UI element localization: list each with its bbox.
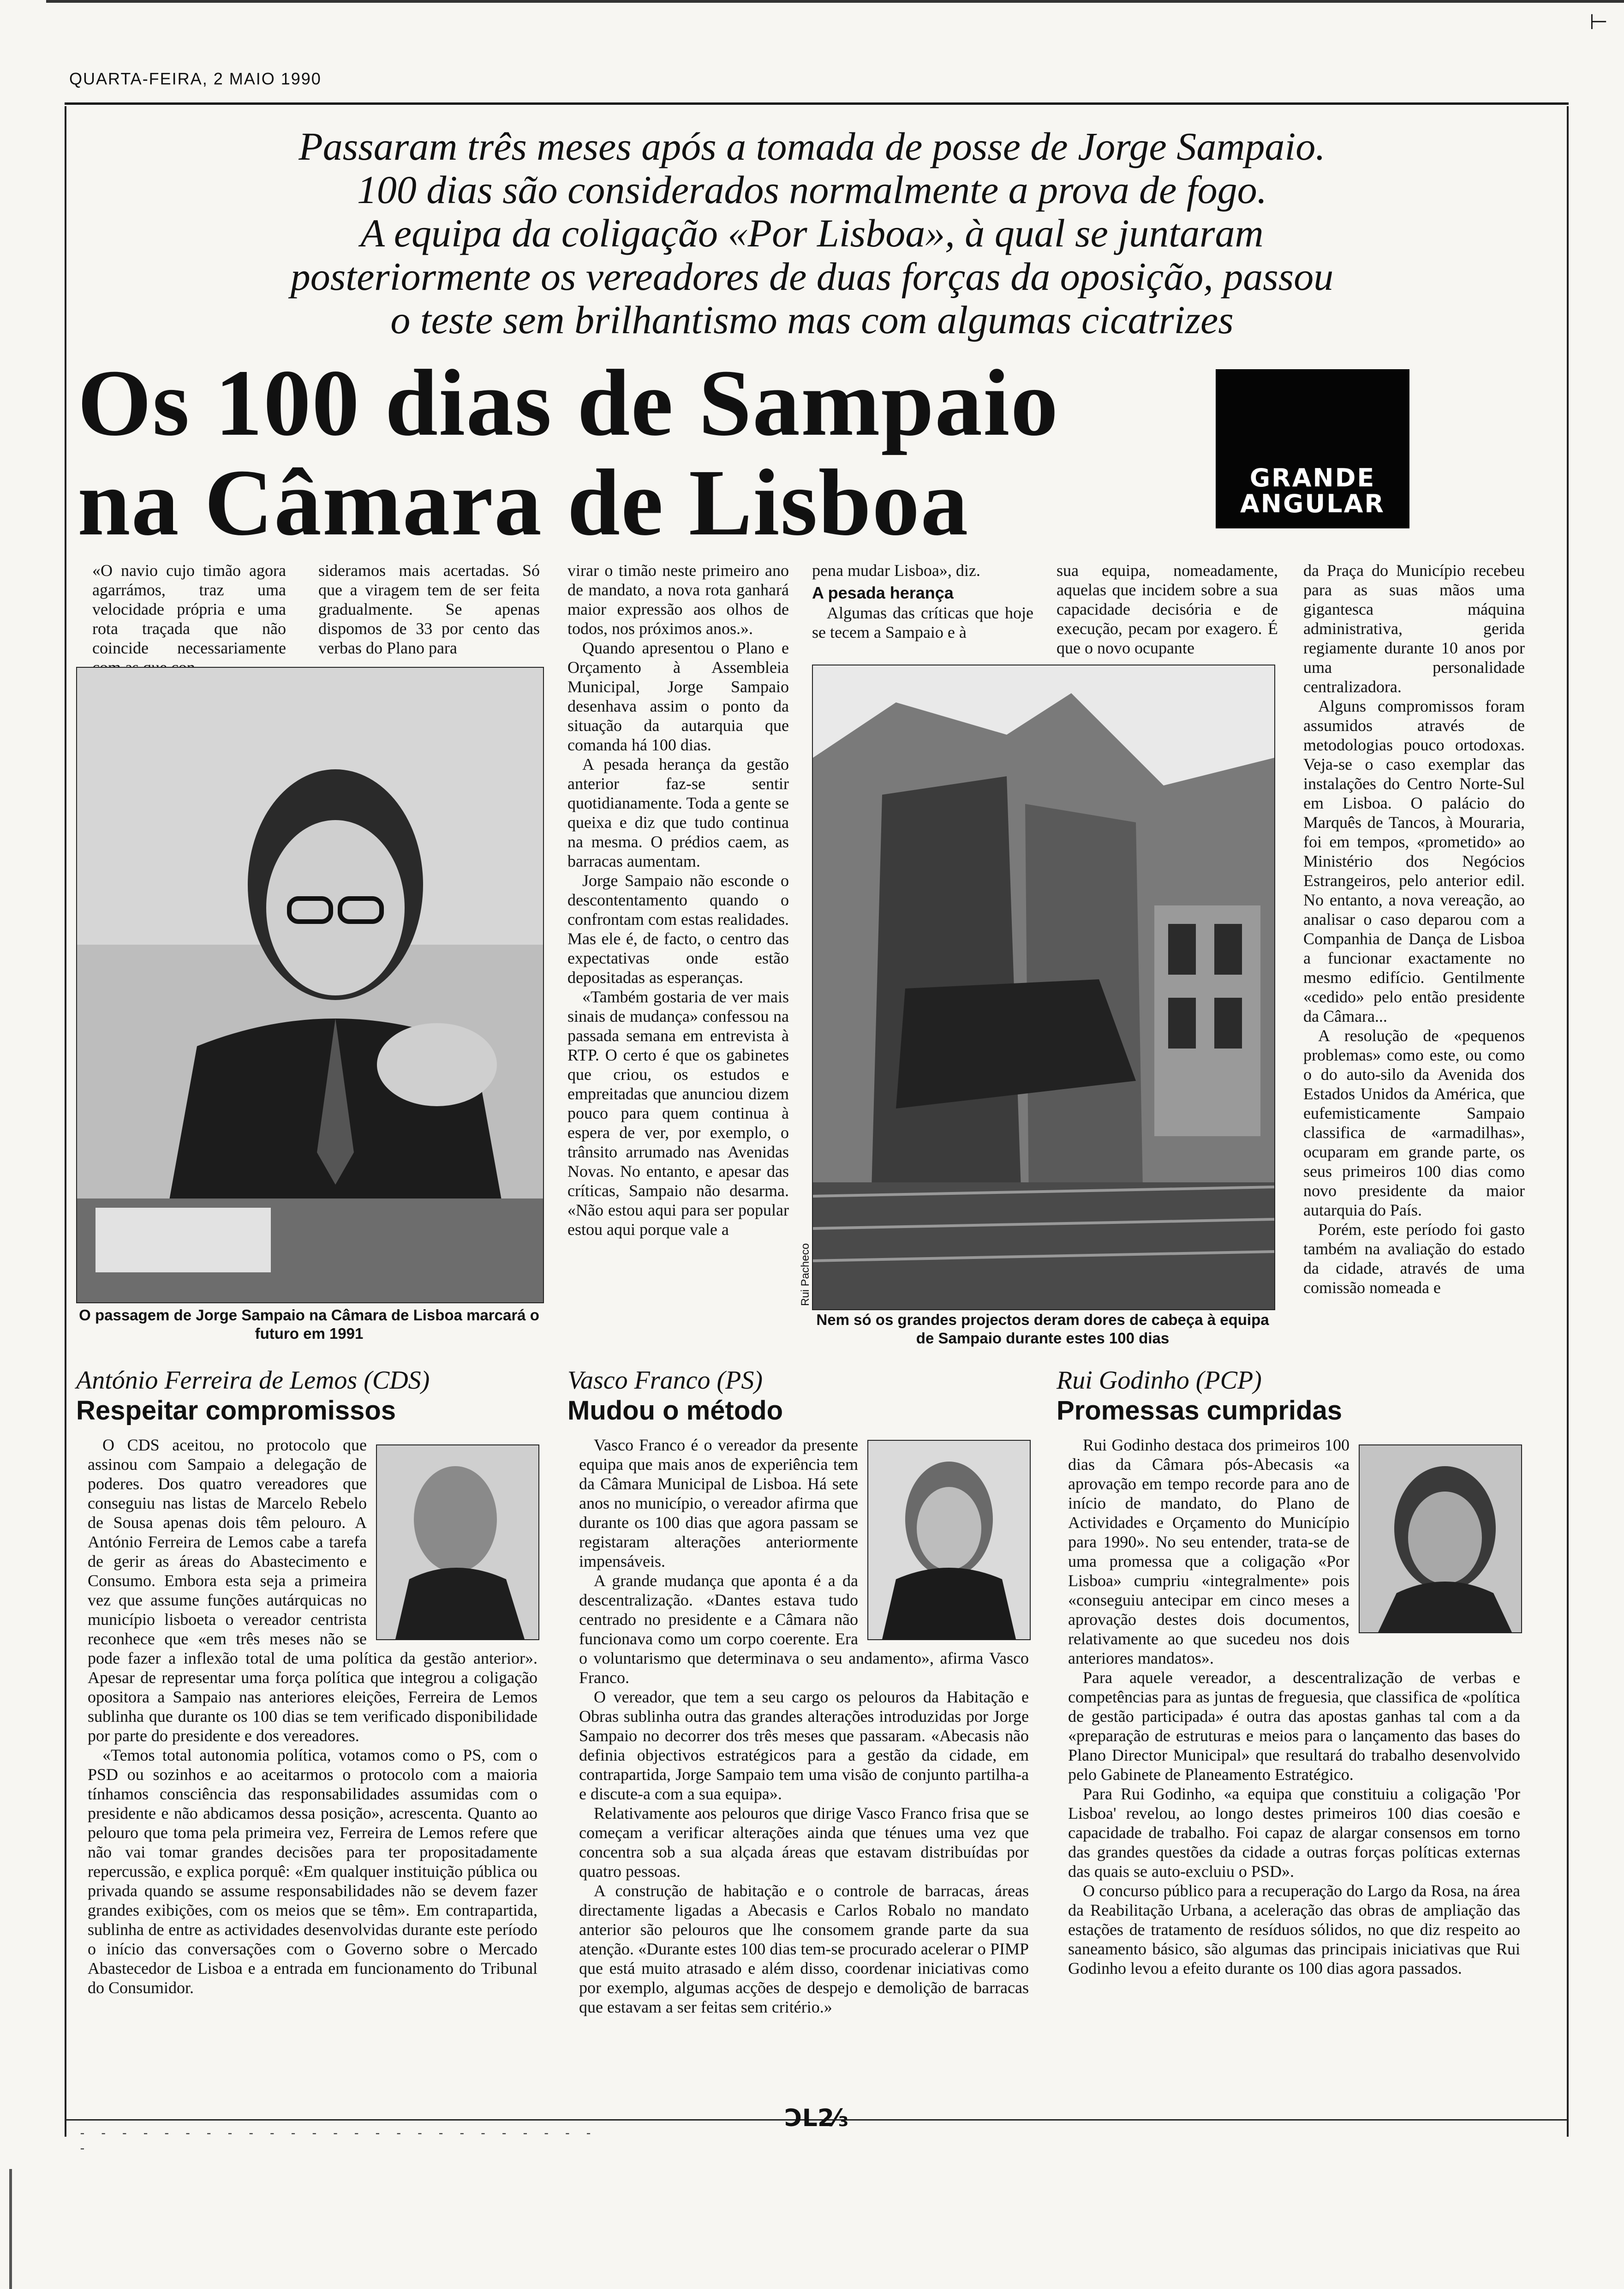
paragraph: Para Rui Godinho, «a equipa que constituiu a coligação 'Por Lisboa' revelou, ao longo destes primeiros 100 dias coesão e capacidade de trabalho. Foi capaz de alargar consensos em torno das grandes questões da cidade a outras forças políticas externas das quais se auto-excluiu o PSD».	[1068, 1785, 1520, 1881]
headline	[78, 350, 1194, 555]
photo2-caption: Nem só os grandes projectos deram dores de cabeça à equipa de Sampaio durante estes 100 dias	[816, 1311, 1269, 1347]
paragraph: Porém, este período foi gasto também na avaliação do estado da cidade, através de uma comissão nomeada e	[1303, 1220, 1525, 1297]
paragraph: Rui Godinho destaca dos primeiros 100 dias da Câmara pós-Abecasis «a aprovação em tempo recorde para ano de início de mandato, do Plano de Actividades e Orçamento do Município para 1990». No seu entender, trata-se de uma promessa que a coligação «Por Lisboa» cumpriu «integralmente» pois «conseguiu antecipar em cinco meses a aprovação destes dois documentos, relativamente ao que sucedeu nos dois anteriores mandatos».	[1068, 1436, 1349, 1667]
paragraph: virar o timão neste primeiro ano de mandato, a nova rota ganhará maior expressão aos olhos de todos, nos próximos anos.».	[567, 561, 789, 638]
deck-line: 100 dias são considerados normalmente a prova de fogo.	[357, 168, 1267, 212]
deck-line: Passaram três meses após a tomada de posse de Jorge Sampaio.	[299, 124, 1325, 168]
footer-dashes: - - - - - - - - - - - - - - - - - - - - - - - - - -	[78, 2125, 596, 2156]
sidebar2-name: Vasco Franco (PS)	[567, 1366, 763, 1395]
portrait-silhouette-icon	[77, 668, 543, 1302]
sidebar1-body	[88, 1435, 537, 2091]
section-badge	[1216, 369, 1409, 528]
deck	[152, 125, 1472, 342]
paragraph: O CDS aceitou, no protocolo que assinou com Sampaio a delegação de poderes. Dos quatro vereadores que conseguiu nas listas de Marcelo Rebelo de Sousa apenas dois têm pelouro. A António Ferreira de Lemos cabe a tarefa de gerir as áreas do Abastecimento e Consumo. Embora esta seja a primeira vez que assume funções autárquicas no município lisboeta o vereador centrista reconhece que «em três meses não se pode fazer a inflexão total de uma política da gestão anterior». Apesar de representar uma força política que integrou a coligação opositora a Sampaio nas anteriores eleições, Ferreira de Lemos sublinha que durante os 100 dias se tem verificado disponibilidade por parte do presidente e dos vereadores.	[88, 1436, 537, 1745]
photo-credit: Rui Pacheco	[799, 1243, 812, 1306]
ruined-building-photo	[812, 665, 1275, 1310]
paragraph: O vereador, que tem a seu cargo os pelouros da Habitação e Obras sublinha outra das grandes alterações introduzidas por Jorge Sampaio no decorrer dos três meses que passaram. «Abecasis não definia objectivos estratégicos para a gestão da cidade, em contrapartida, Jorge Sampaio tem uma visão de conjunto partilha-a e discute-a com a sua equipa».	[579, 1688, 1029, 1803]
lead-col-1	[92, 561, 286, 657]
paragraph: pena mudar Lisboa», diz.	[812, 561, 980, 580]
headline-line: Os 100 dias de Sampaio	[78, 350, 1059, 455]
building-ruin-icon	[813, 665, 1274, 1309]
paragraph: O concurso público para a recuperação do Largo da Rosa, na área da Reabilitação Urbana, a aceleração das obras de ampliação das estações de tratamento de resíduos sólidos, no que diz respeito ao saneamento básico, são algumas das principais iniciativas que Rui Godinho levou a efeito durante os 100 dias agora passados.	[1068, 1882, 1520, 1977]
deck-line: A equipa da coligação «Por Lisboa», à qual se juntaram	[360, 211, 1264, 255]
paragraph: «O navio cujo timão agora agarrámos, traz uma velocidade própria e uma rota traçada que não coincide necessariamente	[92, 561, 286, 657]
paragraph: sua equipa, nomeadamente, aquelas que incidem sobre a sua capacidade decisória e de execução, pecam por exagero. É que o novo ocupante	[1057, 561, 1278, 657]
paragraph: A resolução de «pequenos problemas» como este, ou como o do auto-silo da Avenida dos Estados Unidos da América, que eufemisticamente Sampaio classifica de «armadilhas», ocuparam em grande parte, os seus primeiros 100 dias como novo presidente da maior autarquia do País.	[1303, 1026, 1525, 1219]
paragraph: Jorge Sampaio não esconde o descontentamento quando o confrontam com estas realidades. Mas ele é, de facto, o centro das expectativas onde estão depositadas as esperanças.	[567, 871, 789, 987]
lead-col-6	[1303, 561, 1525, 1354]
badge-line: ANGULAR	[1240, 489, 1385, 518]
top-edge-rule	[46, 0, 1624, 3]
sidebar2-body	[579, 1435, 1029, 2091]
paragraph: Para aquele vereador, a descentralização de verbas e competências para as juntas de freguesia, que classifica de «política de gestão participada» é outra das apostas ganhas tal com a da «preparação de estruturas e meios para o lançamento das bases do Plano Director Municipal» que resultará do trabalho desenvolvido pelo Gabinete de Planeamento Estratégico.	[1068, 1668, 1520, 1784]
header-rule	[65, 102, 1569, 105]
sidebar1-name: António Ferreira de Lemos (CDS)	[76, 1366, 430, 1395]
float-spacer	[1349, 1435, 1520, 1638]
sidebar2-title: Mudou o método	[567, 1396, 783, 1426]
paragraph: «Temos total autonomia política, votamos como o PS, com o PSD ou sozinhos e ao aceitarmos o protocolo com a maioria tínhamos consciência das responsabilidades assumidas com o presidente e não abdicamos dessa posição», acrescenta. Quanto ao pelouro que toma pela primeira vez, Ferreira de Lemos refere que não vai tomar grandes decisões para ter propositadamente repercussão, e explica porquê: «Em qualquer instituição pública ou privada quando se assume responsabilidades não se devem fazer grandes exibições, com os meios que se têm». Em contrapartida, sublinha de entre as actividades desenvolvidas durante este período o início das conversações com o Governo sobre o Mercado Abastecedor de Lisboa e a entrada em funcionamento do Tribunal do Consumidor.	[88, 1746, 537, 1997]
lead-col-2	[318, 561, 540, 657]
paragraph: Alguns compromissos foram assumidos através de metodologias pouco ortodoxas. Veja-se o caso exemplar das instalações do Centro Norte-Sul em Lisboa. O palácio do Marquês de Tancos, à Mouraria, foi em tempos, «prometido» ao Ministério dos Negócios Estrangeiros, pelo anterior edil. No entanto, a nova vereação, ao analisar o caso deparou com a Companhia de Dança de Lisboa a funcionar exactamente no mesmo edifício. Gentilmente «cedido» pelo então presidente da Câmara...	[1303, 697, 1525, 1025]
lead-col-3	[567, 561, 789, 1354]
paragraph: «Também gostaria de ver mais sinais de mudança» confessou na passada semana em entrevista à RTP. O certo é que os gabinetes que criou, os estudos e empreitadas que anunciou dizem pouco para quem continua à espera de ver, por exemplo, o trânsito arrumado nas Avenidas Novas. No entanto, e apesar das críticas, Sampaio não desarma. «Não estou aqui para ser popular estou aqui porque vale a	[567, 988, 789, 1239]
headline-line: na Câmara de Lisboa	[78, 449, 969, 555]
paragraph: Quando apresentou o Plano e Orçamento à Assembleia Municipal, Jorge Sampaio desenhava assim o ponto da situação da autarquia que comanda há 100 dias.	[567, 639, 789, 754]
paragraph: da Praça do Município recebeu para as suas mãos uma gigantesca máquina administrativa, gerida regiamente durante 10 anos por uma personalidade centralizadora.	[1303, 561, 1525, 696]
paragraph: A grande mudança que aponta é a da descentralização. «Dantes estava tudo centrado no presidente e a Câmara não funcionava como um corpo coerente. Era o voluntarismo que determinava o seu andamento», afirma Vasco Franco.	[579, 1571, 1029, 1687]
sidebar3-name: Rui Godinho (PCP)	[1057, 1366, 1262, 1395]
badge-text	[1216, 465, 1409, 517]
dateline: QUARTA-FEIRA, 2 MAIO 1990	[69, 69, 322, 88]
lead-col-5	[1057, 561, 1278, 657]
corner-mark: ⊢	[1589, 9, 1608, 34]
paragraph: Relativamente aos pelouros que dirige Vasco Franco frisa que se começam a verificar alterações ainda que ténues uma vez que concentra sob a sua alçada áreas que estavam distribuídas por quatro pessoas.	[579, 1804, 1029, 1881]
float-spacer	[367, 1435, 537, 1648]
badge-line: GRANDE	[1249, 463, 1376, 492]
photo1-caption: O passagem de Jorge Sampaio na Câmara de Lisboa marcará o futuro em 1991	[79, 1306, 539, 1342]
paragraph: Algumas das críticas que hoje se tecem a Sampaio e à	[812, 604, 1033, 641]
paragraph: Vasco Franco é o vereador da presente equipa que mais anos de experiência tem da Câmara Municipal de Lisboa. Há sete anos no município, o vereador afirma que durante os 100 dias que agora passam se registaram alterações anteriormente impensáveis.	[579, 1436, 858, 1570]
scan-edge	[9, 2169, 12, 2289]
deck-line: o teste sem brilhantismo mas com algumas cicatrizes	[390, 298, 1234, 342]
lead-col-4	[812, 561, 1033, 653]
sampaio-photo	[76, 667, 544, 1303]
sidebar3-title: Promessas cumpridas	[1057, 1396, 1342, 1426]
paragraph: A pesada herança da gestão anterior faz-se sentir quotidianamente. Toda a gente se queixa e diz que tudo continua na mesma. O prédios caem, as barracas aumentam.	[567, 755, 789, 870]
page-mark: ƆL2⁄₃	[784, 2104, 849, 2132]
sidebar1-title: Respeitar compromissos	[76, 1396, 396, 1426]
paragraph: A construção de habitação e o controle de barracas, áreas directamente ligadas a Abecasis e Carlos Robalo no mandato anterior são pelouros que lhe consomem grande parte da sua atenção. «Durante estes 100 dias tem-se procurado acelerar o PIMP que está muito atrasado e além disso, coordenar iniciativas como por exemplo, algumas acções de despejo e demolição de barracas que estavam a ser feitas sem critério.»	[579, 1882, 1029, 2016]
paragraph: sideramos mais acertadas. Só que a viragem tem de ser feita gradualmente. Se apenas dispomos de 33 por cento das verbas do Plano para	[318, 561, 540, 657]
subhead: A pesada herança	[812, 583, 954, 602]
deck-line: posteriormente os vereadores de duas forças da oposição, passou	[290, 254, 1334, 299]
float-spacer	[858, 1435, 1029, 1648]
sidebar3-body	[1068, 1435, 1520, 2091]
